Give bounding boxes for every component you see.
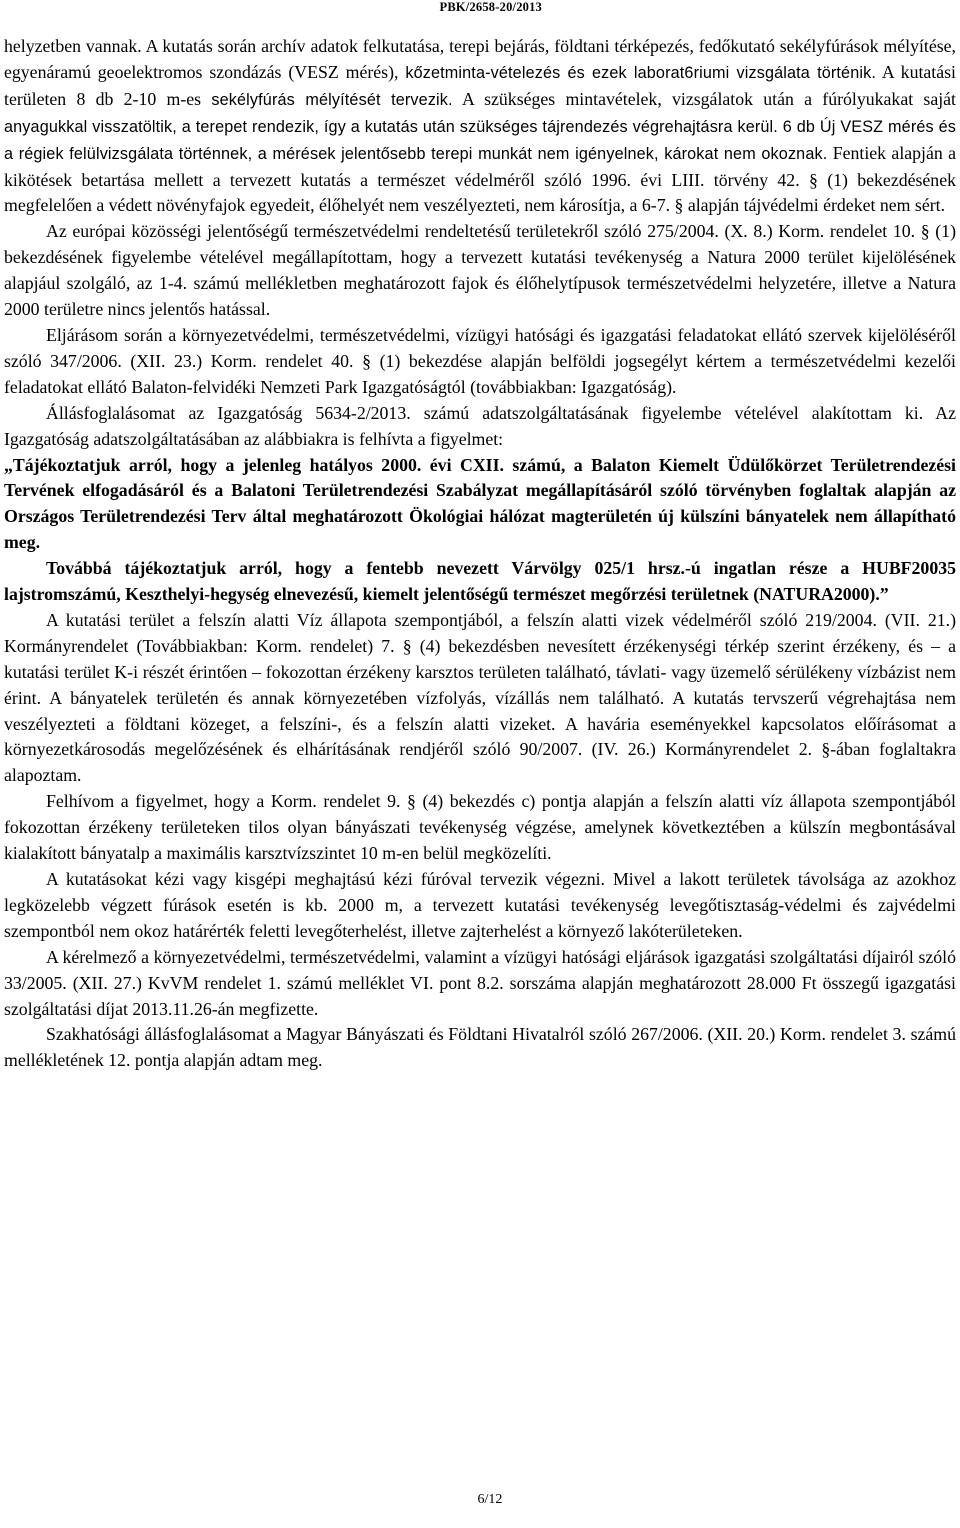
text-run: Állásfoglalásomat az Igazgatóság 5634-2/2013. számú adatszolgáltatásának figyelembe vételével alakítottam ki. Az Igazgatóság adatszolgáltatásában az alábbiakra is felhívta a figyelmet: — [4, 402, 956, 449]
text-run: A kutatásokat kézi vagy kisgépi meghajtású kézi fúróval tervezik végezni. Mivel a lakott területek távolsága az azokhoz legközelebb végzett fúrások esetén is kb. 2000 m, a tervezett kutatási tevékenység levegőtisztaság-védelmi és zajvédelmi szempontból nem okoz határérték feletti levegőterhelést, illetve zajterhelést a környező lakóterületeken. — [4, 869, 956, 941]
text-run: 6 db Új VESZ mérés és a régiek felülvizsgálata történnek, a mérések jelentősebb terepi munkát nem igényelnek, károkat nem okoznak. — [4, 117, 956, 163]
body-paragraph — [4, 867, 956, 945]
text-run: anyagukkal visszatöltik, a terepet rendezik, így a kutatás után szükséges tájrendezés végrehajtásra kerül. — [4, 117, 778, 136]
body-paragraph — [4, 608, 956, 789]
text-run: Fentiek alapján a kikötések betartása mellett a tervezett kutatás a természet védelméről szóló 1996. évi LIII. törvény 42. § (1) bekezdésének megfelelően a védett növényfajok egyedeit, élőhelyét nem veszélyezteti, nem károsítja, a 6-7. § alapján tájvédelmi érdeket nem sért. — [4, 142, 957, 216]
body-paragraph — [4, 323, 956, 401]
text-run: Továbbá tájékoztatjuk arról, hogy a fentebb nevezett Várvölgy 025/1 hrsz.-ú ingatlan része a HUBF20035 lajstromszámú, Keszthelyi-hegység elnevezésű, kiemelt jelentőségű természet megőrzési területnek (NATURA2000).” — [4, 558, 956, 605]
text-run: A kérelmező a környezetvédelmi, természetvédelmi, valamint a vízügyi hatósági eljárások igazgatási szolgáltatási díjairól szóló 33/2005. (XII. 27.) KvVM rendelet 1. számú melléklet VI. pont 8.2. sorszáma alapján meghatározott 28.000 Ft összegű igazgatási szolgáltatási díjat 2013.11.26-án megfizette. — [4, 946, 956, 1019]
body-paragraph — [4, 34, 956, 219]
document-reference-number: PBK/2658-20/2013 — [439, 0, 542, 14]
text-run: A kutatási területen 8 db 2-10 m-es — [4, 61, 956, 109]
text-run: Felhívom a figyelmet, hogy a Korm. rendelet 9. § (4) bekezdés c) pontja alapján a felszín alatti víz állapota szempontjából fokozottan érzékeny területeken tilos olyan bányászati tevékenység végzése, amelynek következtében a külszín megbontásával kialakított bányatalp a maximális karsztvízszintet 10 m-en belül megközelíti. — [4, 791, 956, 864]
page-number: 6/12 — [477, 1492, 503, 1507]
text-run: Az európai közösségi jelentőségű természetvédelmi rendeltetésű területekről szóló 275/2004. (X. 8.) Korm. rendelet 10. § (1) bekezdésének figyelembe vételével megállapítottam, hogy a tervezett kutatási tevékenység a Natura 2000 terület kijelölésének alapjául szolgáló, az 1-4. számú mellékletben meghatározott fajok és élőhelytípusok természetvédelmi helyzetére, illetve a Natura 2000 területre nincs jelentős hatással. — [4, 221, 956, 320]
bold-notice-paragraph — [4, 556, 956, 608]
text-run: sekélyfúrás mélyítését tervezik. — [211, 90, 453, 109]
body-paragraph — [4, 789, 956, 867]
text-run: Eljárásom során a környezetvédelmi, természetvédelmi, vízügyi hatósági és igazgatási feladatokat ellátó szervek kijelöléséről szóló 347/2006. (XII. 23.) Korm. rendelet 40. § (1) bekezdése alapján belföldi jogsegélyt kértem a természetvédelmi kezelői feladatokat ellátó Balaton-felvidéki Nemzeti Park Igazgatóságtól (továbbiakban: Igazgatóság). — [4, 324, 956, 397]
text-run: kőzetminta-vételezés és ezek laborat6riumi vizsgálata történik. — [405, 63, 876, 82]
text-run: A szükséges mintavételek, vizsgálatok után a fúrólyukakat saját — [452, 88, 956, 109]
bold-notice-paragraph — [4, 453, 956, 557]
body-paragraph — [4, 219, 956, 323]
text-run: A kutatási terület a felszín alatti Víz állapota szempontjából, a felszín alatti vizek védelméről szóló 219/2004. (VII. 21.) Kormányrendelet (Továbbiakban: Korm. rendelet) 7. § (4) bekezdésben nevesített érzékenységi térkép szerint érzékeny, és – a kutatási terület K-i részét érintően – fokozottan érzékeny karsztos területen található, távlati- vagy üzemelő sérülékeny vízbázist nem érint. A bányatelek területén és annak környezetében vízfolyás, vízállás nem található. A kutatás tervszerű végrehajtása nem veszélyezteti a földtani közeget, a felszíni-, és a felszín alatti vizeket. A havária eseményekkel kapcsolatos előírásomat a környezetkárosodás megelőzésének és elhárításának rendjéről szóló 90/2007. (IV. 26.) Kormányrendelet 2. §-ában foglaltakra alapoztam. — [4, 609, 956, 786]
body-paragraph — [4, 1022, 956, 1074]
text-run: Szakhatósági állásfoglalásomat a Magyar Bányászati és Földtani Hivatalról szóló 267/2006. (XII. 20.) Korm. rendelet 3. számú mellékletének 12. pontja alapján adtam meg. — [4, 1024, 956, 1071]
text-run: „Tájékoztatjuk arról, hogy a jelenleg hatályos 2000. évi CXII. számú, a Balaton Kiemelt Üdülőkörzet Területrendezési Tervének elfogadásáról és a Balatoni Területrendezési Szabályzat megállapításáról szóló törvényben foglaltak alapján az Országos Területrendezési Terv által meghatározott Ökológiai hálózat magterületén új külszíni bányatelek nem állapítható meg. — [4, 454, 956, 553]
text-run: helyzetben vannak. A kutatás során archív adatok felkutatása, terepi bejárás, földtani térképezés, fedőkutató sekélyfúrások mélyítése, egyenáramú geoelektromos szondázás (VESZ mérés), — [4, 36, 956, 82]
body-paragraph — [4, 945, 956, 1023]
document-body — [4, 34, 956, 1074]
body-paragraph — [4, 401, 956, 453]
